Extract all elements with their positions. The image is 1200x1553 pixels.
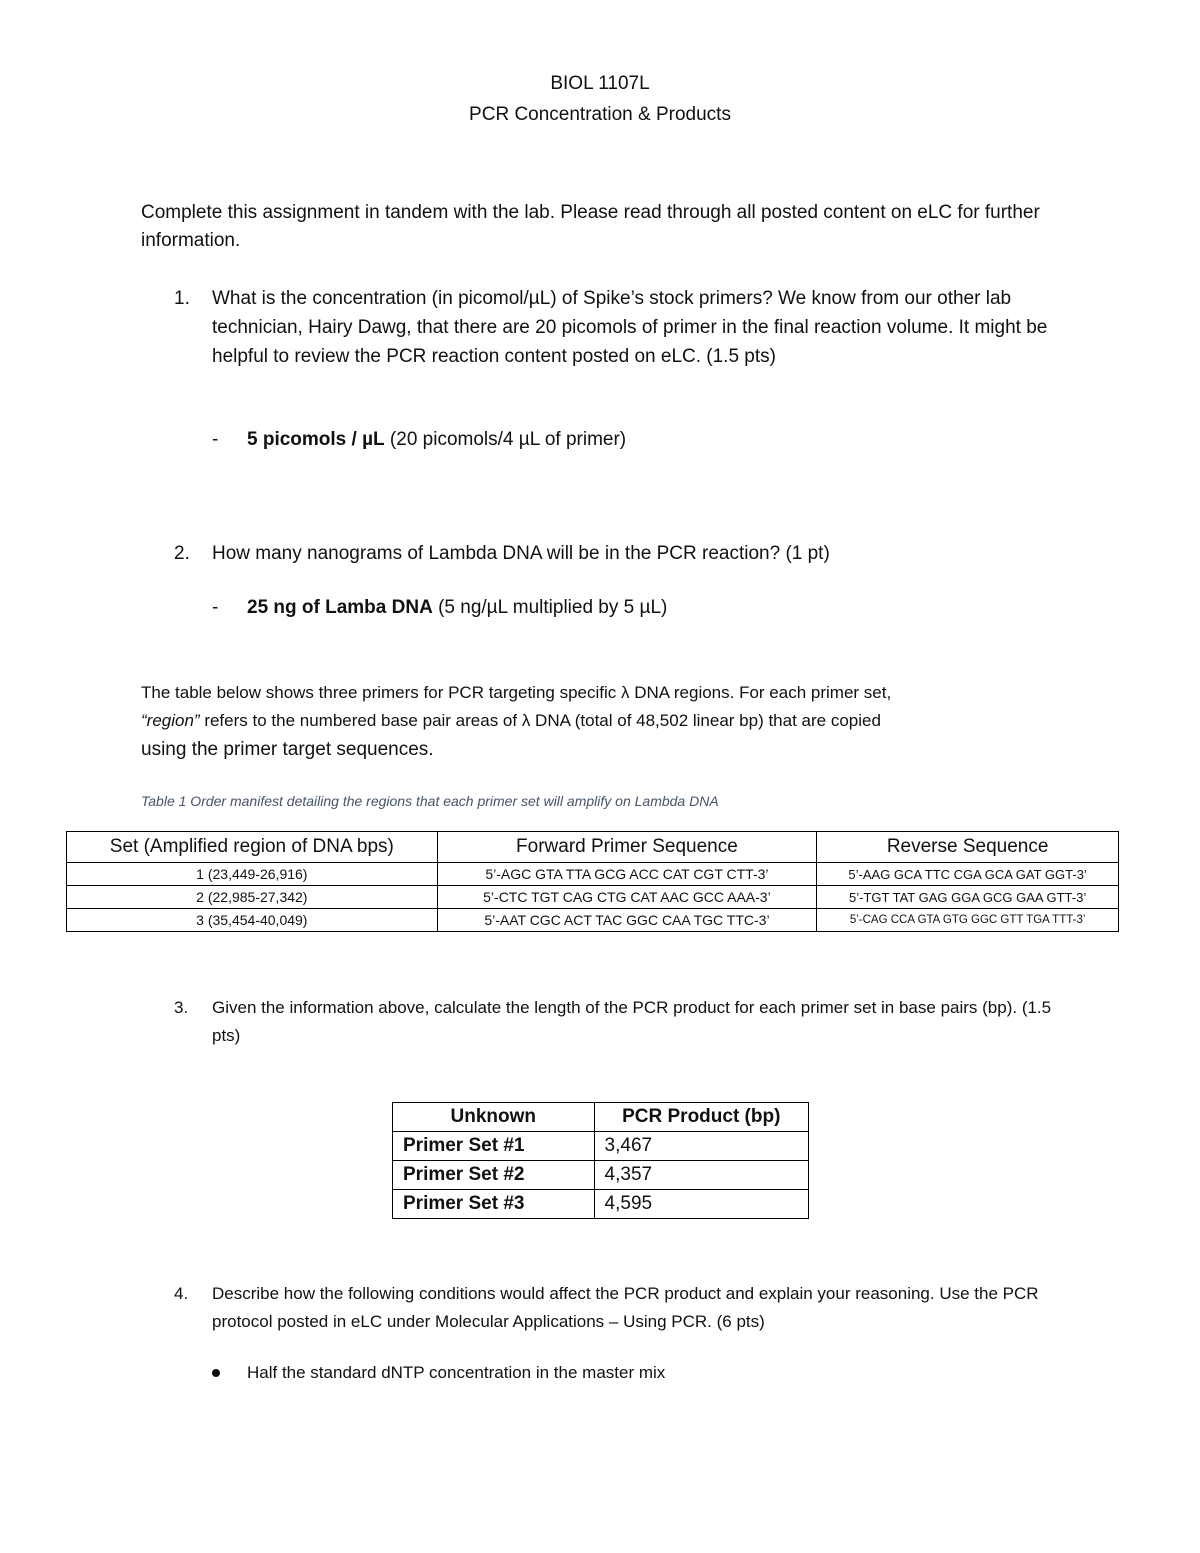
table-cell: 4,357 bbox=[594, 1161, 808, 1190]
intro-paragraph: Complete this assignment in tandem with the lab. Please read through all posted content on eLC for further information. bbox=[141, 202, 1040, 251]
table-cell: Primer Set #1 bbox=[393, 1132, 595, 1161]
region-term: “region” bbox=[141, 711, 200, 730]
table-intro-line-2-text: refers to the numbered base pair areas of λ DNA (total of 48,502 linear bp) that are copied bbox=[199, 711, 881, 730]
question-2-text: How many nanograms of Lambda DNA will be in the PCR reaction? (1 pt) bbox=[212, 543, 830, 564]
table-row bbox=[67, 909, 1119, 932]
table-cell: Primer Set #3 bbox=[393, 1190, 595, 1219]
table-cell: Primer Set #2 bbox=[393, 1161, 595, 1190]
question-number: 1. bbox=[174, 288, 190, 309]
table-intro-line-1: The table below shows three primers for PCR targeting specific λ DNA regions. For each primer set, bbox=[141, 683, 892, 702]
table-header-row bbox=[393, 1103, 809, 1132]
course-code: BIOL 1107L bbox=[550, 73, 650, 94]
table-cell: 5’-AAG GCA TTC CGA GCA GAT GGT-3’ bbox=[817, 863, 1119, 886]
primer-table bbox=[66, 831, 1119, 932]
table-caption: Table 1 Order manifest detailing the regions that each primer set will amplify on Lambda DNA bbox=[141, 793, 719, 809]
table-row bbox=[393, 1132, 809, 1161]
table-header: PCR Product (bp) bbox=[594, 1103, 808, 1132]
table-cell: 1 (23,449-26,916) bbox=[67, 863, 438, 886]
page-title: PCR Concentration & Products bbox=[469, 104, 731, 125]
answer-1 bbox=[247, 426, 947, 454]
table-intro-line-3: using the primer target sequences. bbox=[141, 739, 434, 760]
table-cell: 3 (35,454-40,049) bbox=[67, 909, 438, 932]
table-cell: 2 (22,985-27,342) bbox=[67, 886, 438, 909]
table-header: Set (Amplified region of DNA bps) bbox=[67, 832, 438, 863]
table-header: Unknown bbox=[393, 1103, 595, 1132]
table-intro-line-2 bbox=[141, 706, 1101, 735]
question-number: 4. bbox=[174, 1284, 189, 1303]
question-3-text: Given the information above, calculate the length of the PCR product for each primer set in base pairs (bp). (1.5 pts) bbox=[212, 998, 1052, 1045]
table-header: Forward Primer Sequence bbox=[437, 832, 817, 863]
question-1-text: What is the concentration (in picomol/µL) of Spike’s stock primers? We know from our other lab technician, Hairy Dawg, that there are 20 picomols of primer in the final reaction volume. It might be helpful to review the PCR reaction content posted on eLC. (1.5 pts) bbox=[212, 288, 1048, 367]
table-header-row bbox=[67, 832, 1119, 863]
answer-1-bold: 5 picomols / µL bbox=[247, 429, 385, 450]
table-cell: 5’-CAG CCA GTA GTG GGC GTT TGA TTT-3’ bbox=[817, 909, 1119, 932]
bullet-item: Half the standard dNTP concentration in the master mix bbox=[247, 1363, 666, 1382]
table-header: Reverse Sequence bbox=[817, 832, 1119, 863]
answer-1-detail: (20 picomols/4 µL of primer) bbox=[384, 429, 627, 450]
table-cell: 3,467 bbox=[594, 1132, 808, 1161]
question-number: 3. bbox=[174, 998, 189, 1017]
answer-dash: - bbox=[212, 429, 219, 450]
question-4-text: Describe how the following conditions would affect the PCR product and explain your reasoning. Use the PCR protocol posted in eLC under Molecular Applications – Using PCR. (6 pts) bbox=[212, 1284, 1039, 1331]
table-row bbox=[67, 863, 1119, 886]
bullet-icon bbox=[212, 1369, 220, 1377]
table-cell: 5’-TGT TAT GAG GGA GCG GAA GTT-3’ bbox=[817, 886, 1119, 909]
table-cell: 5’-AAT CGC ACT TAC GGC CAA TGC TTC-3’ bbox=[437, 909, 817, 932]
question-number: 2. bbox=[174, 543, 190, 564]
answer-dash: - bbox=[212, 597, 219, 618]
pcr-product-table bbox=[392, 1102, 809, 1219]
table-cell: 5’-CTC TGT CAG CTG CAT AAC GCC AAA-3’ bbox=[437, 886, 817, 909]
table-row bbox=[67, 886, 1119, 909]
answer-2 bbox=[247, 594, 947, 622]
table-row bbox=[393, 1190, 809, 1219]
table-cell: 4,595 bbox=[594, 1190, 808, 1219]
table-row bbox=[393, 1161, 809, 1190]
answer-2-bold: 25 ng of Lamba DNA bbox=[247, 597, 433, 618]
table-cell: 5’-AGC GTA TTA GCG ACC CAT CGT CTT-3’ bbox=[437, 863, 817, 886]
answer-2-detail: (5 ng/µL multiplied by 5 µL) bbox=[432, 597, 668, 618]
